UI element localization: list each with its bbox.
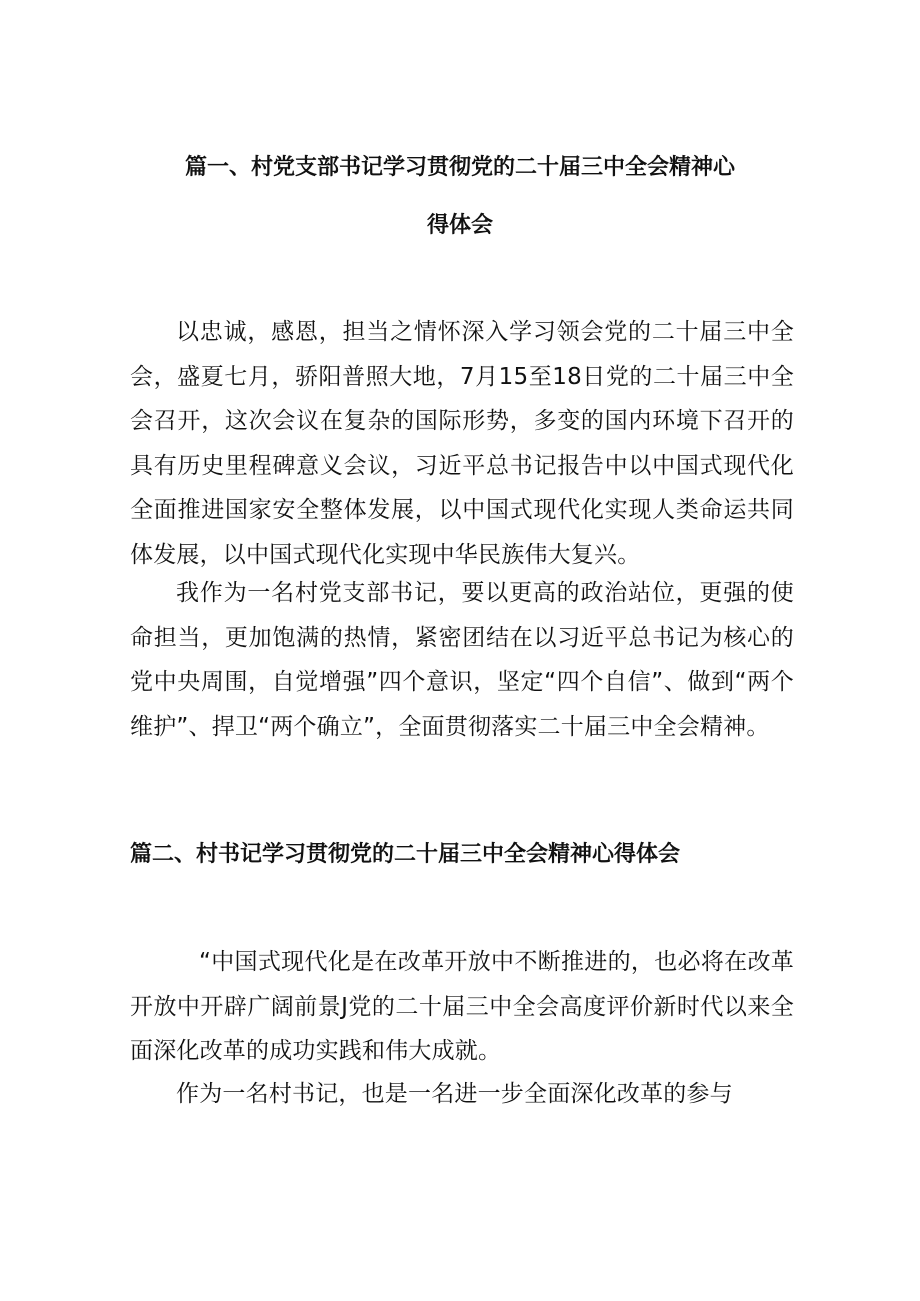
section1-title-line1: 篇一、村党支部书记学习贯彻党的二十届三中全会精神心 (184, 155, 735, 180)
section2-paragraph-2: 作为一名村书记，也是一名进一步全面深化改革的参与 (176, 1081, 733, 1107)
section2-paragraph-1: “中国式现代化是在改革开放中不断推进的，也必将在改革开放中开辟广阔前景J党的二十届三中全会高度评价新时代以来全面深化改革的成功实践和伟大成就。 (130, 949, 794, 1064)
section1-paragraph-2: 我作为一名村党支部书记，要以更高的政治站位，更强的使命担当，更加饱满的热情，紧密团结在以习近平总书记为核心的党中央周围，自觉增强”四个意识，坚定“四个自信”、做到“两个维护”、捍卫“两个确立”，全面贯彻落实二十届三中全会精神。 (130, 580, 794, 740)
section1-title-line2: 得体会 (426, 213, 493, 238)
section1-paragraph-1: 以忠诚，感恩，担当之情怀深入学习领会党的二十届三中全会，盛夏七月，骄阳普照大地，7月15至18日党的二十届三中全会召开，这次会议在复杂的国际形势，多变的国内环境下召开的具有历史里程碑意义会议，习近平总书记报告中以中国式现代化全面推进国家安全整体发展，以中国式现代化实现人类命运共同体发展，以中国式现代化实现中华民族伟大复兴。 (130, 319, 794, 568)
section2-title: 篇二、村书记学习贯彻党的二十届三中全会精神心得体会 (130, 842, 681, 867)
